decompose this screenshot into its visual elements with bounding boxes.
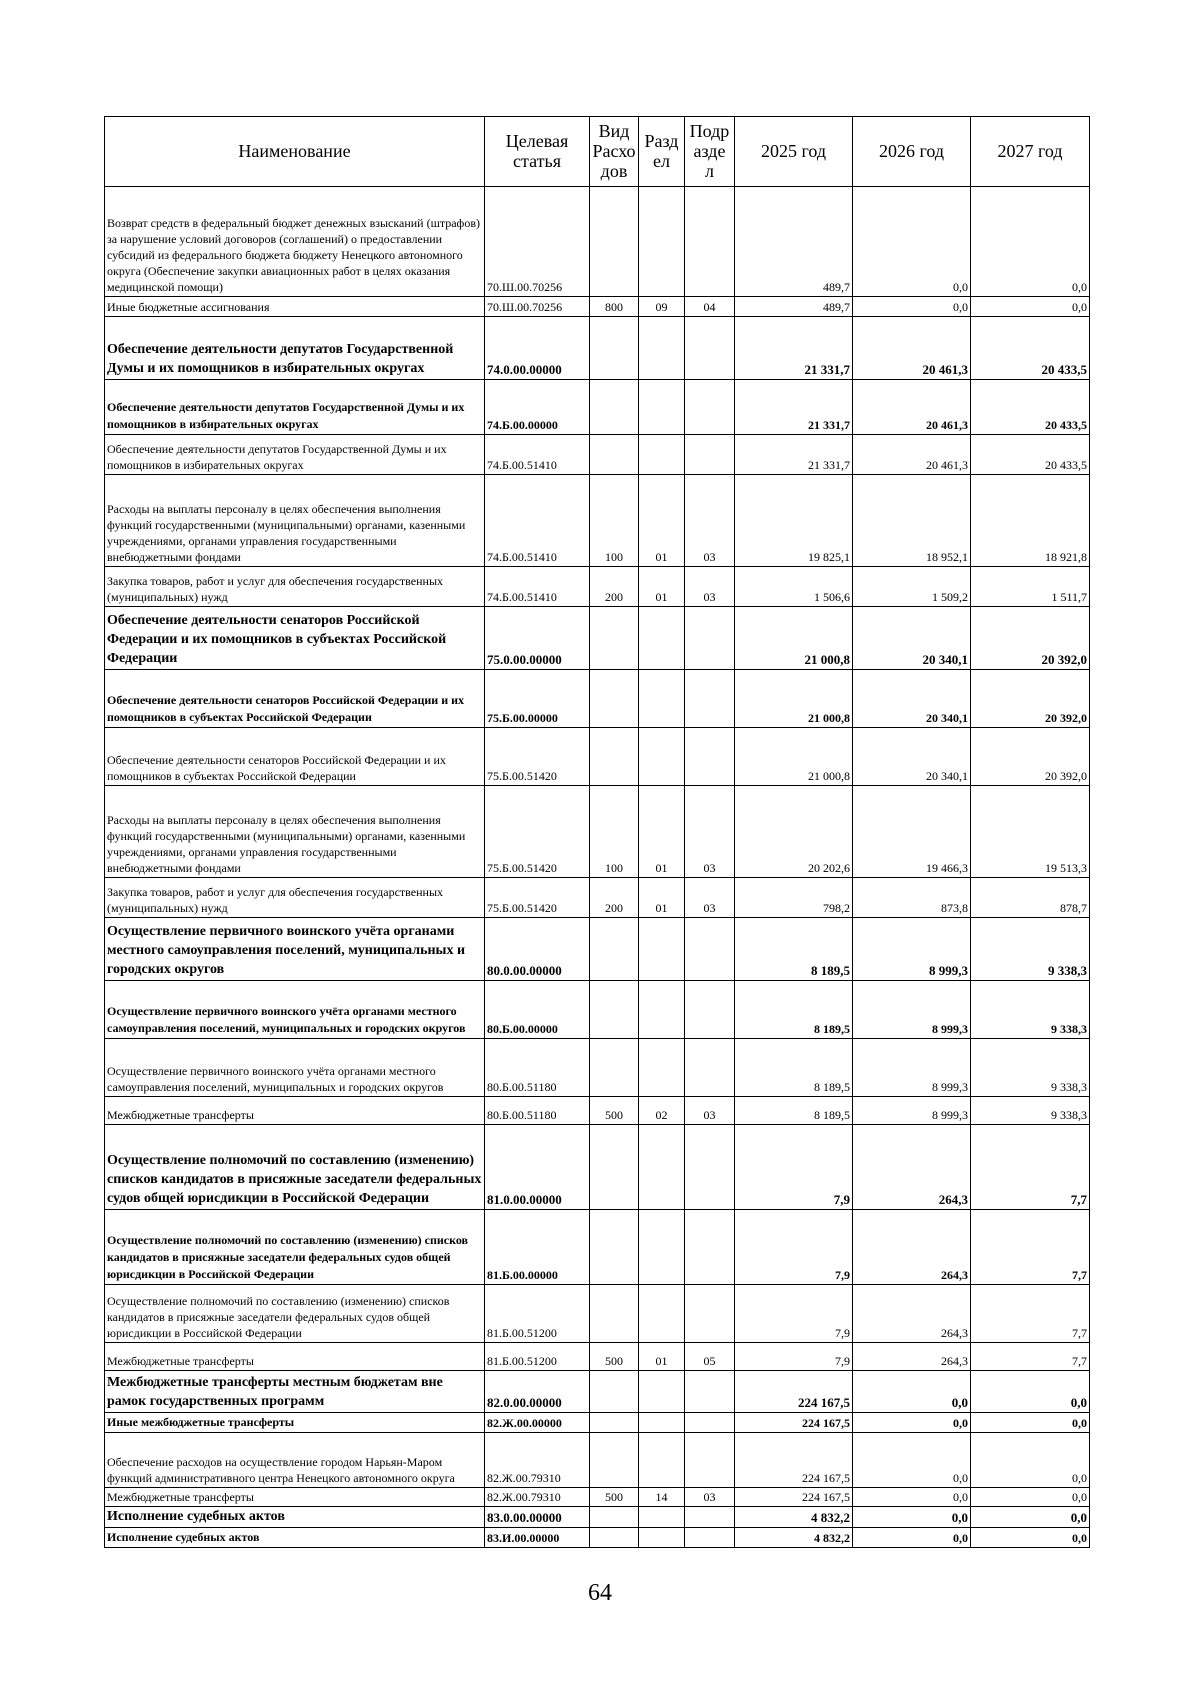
row-kind: 200 (590, 878, 639, 918)
row-kind (590, 981, 639, 1039)
row-kind (590, 1507, 639, 1528)
row-section (639, 1371, 685, 1413)
row-code: 75.Б.00.00000 (485, 670, 590, 728)
row-2025: 224 167,5 (735, 1413, 853, 1433)
row-section: 01 (639, 567, 685, 607)
table-row (105, 607, 1090, 670)
row-section: 01 (639, 1343, 685, 1371)
table-row (105, 1528, 1090, 1548)
row-subsection: 03 (685, 1488, 735, 1507)
table-row (105, 878, 1090, 918)
row-subsection (685, 918, 735, 981)
row-subsection: 05 (685, 1343, 735, 1371)
row-name: Обеспечение деятельности сенаторов Российской Федерации и их помощников в субъектах Российской Федерации (105, 670, 485, 728)
row-code: 70.Ш.00.70256 (485, 187, 590, 297)
row-2027: 19 513,3 (971, 786, 1090, 878)
row-kind (590, 1371, 639, 1413)
row-2027: 0,0 (971, 1371, 1090, 1413)
row-kind: 500 (590, 1488, 639, 1507)
row-subsection (685, 1413, 735, 1433)
row-subsection (685, 435, 735, 475)
row-subsection: 03 (685, 567, 735, 607)
row-section (639, 1210, 685, 1285)
row-2025: 21 000,8 (735, 728, 853, 786)
row-2027: 7,7 (971, 1285, 1090, 1343)
row-code: 80.Б.00.51180 (485, 1039, 590, 1097)
row-2026: 8 999,3 (853, 918, 971, 981)
row-kind (590, 1433, 639, 1488)
row-name: Осуществление первичного воинского учёта органами местного самоуправления поселений, муниципальных и городских округов (105, 981, 485, 1039)
row-2027: 20 433,5 (971, 380, 1090, 435)
row-subsection (685, 380, 735, 435)
row-code: 82.Ж.00.79310 (485, 1433, 590, 1488)
row-section (639, 607, 685, 670)
row-kind (590, 187, 639, 297)
row-2026: 8 999,3 (853, 981, 971, 1039)
table-header (105, 117, 1090, 187)
row-section (639, 981, 685, 1039)
row-kind (590, 1285, 639, 1343)
header-2027: 2027 год (971, 117, 1090, 187)
row-2025: 20 202,6 (735, 786, 853, 878)
row-kind (590, 1413, 639, 1433)
row-code: 75.Б.00.51420 (485, 728, 590, 786)
row-2026: 20 461,3 (853, 317, 971, 380)
row-2026: 1 509,2 (853, 567, 971, 607)
row-2026: 264,3 (853, 1343, 971, 1371)
budget-table (104, 116, 1090, 1548)
row-2027: 9 338,3 (971, 981, 1090, 1039)
row-section: 09 (639, 297, 685, 317)
row-code: 80.Б.00.00000 (485, 981, 590, 1039)
row-2025: 8 189,5 (735, 1039, 853, 1097)
row-name: Расходы на выплаты персоналу в целях обеспечения выполнения функций государственными (муниципальными) органами, казенными учреждениями, органами управления государственными внебюджетными фондами (105, 475, 485, 567)
row-2026: 20 340,1 (853, 728, 971, 786)
row-name: Межбюджетные трансферты (105, 1488, 485, 1507)
row-2026: 0,0 (853, 187, 971, 297)
row-code: 74.0.00.00000 (485, 317, 590, 380)
row-subsection (685, 607, 735, 670)
row-kind (590, 380, 639, 435)
row-section: 01 (639, 786, 685, 878)
row-section: 01 (639, 475, 685, 567)
table-row (105, 1507, 1090, 1528)
row-2027: 878,7 (971, 878, 1090, 918)
row-2025: 21 331,7 (735, 317, 853, 380)
row-2026: 20 340,1 (853, 670, 971, 728)
table-row (105, 918, 1090, 981)
row-kind (590, 1210, 639, 1285)
row-2027: 0,0 (971, 297, 1090, 317)
row-2026: 0,0 (853, 297, 971, 317)
row-2027: 0,0 (971, 1488, 1090, 1507)
row-2027: 20 392,0 (971, 670, 1090, 728)
row-kind (590, 1039, 639, 1097)
row-kind (590, 435, 639, 475)
row-2025: 224 167,5 (735, 1488, 853, 1507)
table-row (105, 1371, 1090, 1413)
table-row (105, 1433, 1090, 1488)
row-name: Исполнение судебных актов (105, 1507, 485, 1528)
row-section (639, 1125, 685, 1210)
row-name: Осуществление первичного воинского учёта органами местного самоуправления поселений, муниципальных и городских округов (105, 918, 485, 981)
row-subsection (685, 1528, 735, 1548)
row-code: 75.Б.00.51420 (485, 878, 590, 918)
row-2027: 20 433,5 (971, 317, 1090, 380)
header-expense-kind: Вид Расхо дов (590, 117, 639, 187)
row-section (639, 380, 685, 435)
row-2025: 7,9 (735, 1285, 853, 1343)
row-name: Обеспечение деятельности сенаторов Российской Федерации и их помощников в субъектах Российской Федерации (105, 728, 485, 786)
row-kind (590, 1125, 639, 1210)
row-section (639, 1039, 685, 1097)
row-2025: 8 189,5 (735, 918, 853, 981)
row-2026: 18 952,1 (853, 475, 971, 567)
row-section (639, 1413, 685, 1433)
table-row (105, 670, 1090, 728)
table-row (105, 380, 1090, 435)
row-2027: 0,0 (971, 1528, 1090, 1548)
table-row (105, 1210, 1090, 1285)
row-2027: 1 511,7 (971, 567, 1090, 607)
row-code: 82.Ж.00.00000 (485, 1413, 590, 1433)
row-2026: 0,0 (853, 1507, 971, 1528)
row-code: 81.Б.00.51200 (485, 1285, 590, 1343)
table-row (105, 475, 1090, 567)
row-section: 14 (639, 1488, 685, 1507)
table-row (105, 567, 1090, 607)
row-code: 83.И.00.00000 (485, 1528, 590, 1548)
row-name: Осуществление полномочий по составлению (изменению) списков кандидатов в присяжные заседатели федеральных судов общей юрисдикции в Российской Федерации (105, 1285, 485, 1343)
row-section (639, 728, 685, 786)
row-2025: 1 506,6 (735, 567, 853, 607)
row-subsection (685, 670, 735, 728)
table-row (105, 1097, 1090, 1125)
row-2025: 224 167,5 (735, 1371, 853, 1413)
row-section (639, 670, 685, 728)
row-2025: 21 000,8 (735, 670, 853, 728)
row-2026: 873,8 (853, 878, 971, 918)
row-name: Обеспечение деятельности депутатов Государственной Думы и их помощников в избирательных округах (105, 317, 485, 380)
row-kind (590, 670, 639, 728)
row-2027: 20 392,0 (971, 728, 1090, 786)
row-code: 82.0.00.00000 (485, 1371, 590, 1413)
row-code: 74.Б.00.51410 (485, 475, 590, 567)
row-2026: 0,0 (853, 1413, 971, 1433)
row-kind (590, 317, 639, 380)
row-2026: 0,0 (853, 1371, 971, 1413)
row-subsection (685, 728, 735, 786)
row-kind: 500 (590, 1343, 639, 1371)
row-2025: 7,9 (735, 1210, 853, 1285)
header-section: Разд ел (639, 117, 685, 187)
row-2027: 7,7 (971, 1343, 1090, 1371)
row-code: 74.Б.00.51410 (485, 435, 590, 475)
row-subsection (685, 317, 735, 380)
row-name: Осуществление полномочий по составлению (изменению) списков кандидатов в присяжные заседатели федеральных судов общей юрисдикции в Российской Федерации (105, 1125, 485, 1210)
row-code: 74.Б.00.51410 (485, 567, 590, 607)
table-row (105, 187, 1090, 297)
row-code: 80.0.00.00000 (485, 918, 590, 981)
row-kind: 100 (590, 475, 639, 567)
row-name: Обеспечение расходов на осуществление городом Нарьян-Маром функций административного центра Ненецкого автономного округа (105, 1433, 485, 1488)
page-number: 64 (588, 1580, 612, 1606)
row-section (639, 317, 685, 380)
row-kind (590, 728, 639, 786)
table-row (105, 1343, 1090, 1371)
row-section (639, 1433, 685, 1488)
row-code: 80.Б.00.51180 (485, 1097, 590, 1125)
row-2027: 20 433,5 (971, 435, 1090, 475)
row-section (639, 1507, 685, 1528)
table-row (105, 297, 1090, 317)
row-name: Иные бюджетные ассигнования (105, 297, 485, 317)
row-2025: 224 167,5 (735, 1433, 853, 1488)
row-2025: 7,9 (735, 1343, 853, 1371)
row-kind: 800 (590, 297, 639, 317)
row-code: 75.0.00.00000 (485, 607, 590, 670)
table-row (105, 435, 1090, 475)
row-kind: 100 (590, 786, 639, 878)
row-code: 81.0.00.00000 (485, 1125, 590, 1210)
row-section (639, 1528, 685, 1548)
row-2026: 0,0 (853, 1528, 971, 1548)
row-code: 74.Б.00.00000 (485, 380, 590, 435)
row-kind (590, 1528, 639, 1548)
row-name: Обеспечение деятельности сенаторов Российской Федерации и их помощников в субъектах Российской Федерации (105, 607, 485, 670)
row-code: 83.0.00.00000 (485, 1507, 590, 1528)
row-2027: 7,7 (971, 1210, 1090, 1285)
row-kind (590, 918, 639, 981)
row-subsection: 03 (685, 1097, 735, 1125)
row-subsection (685, 187, 735, 297)
row-subsection (685, 1507, 735, 1528)
row-2027: 0,0 (971, 1433, 1090, 1488)
row-section (639, 918, 685, 981)
row-2026: 8 999,3 (853, 1097, 971, 1125)
row-code: 81.Б.00.00000 (485, 1210, 590, 1285)
row-2025: 4 832,2 (735, 1528, 853, 1548)
table-row (105, 1413, 1090, 1433)
row-name: Возврат средств в федеральный бюджет денежных взысканий (штрафов) за нарушение условий договоров (соглашений) о предоставлении субсидий из федерального бюджета бюджету Ненецкого автономного округа (Обеспечение закупки авиационных работ в целях оказания медицинской помощи) (105, 187, 485, 297)
row-2025: 19 825,1 (735, 475, 853, 567)
row-name: Межбюджетные трансферты (105, 1097, 485, 1125)
row-subsection (685, 1210, 735, 1285)
row-2026: 19 466,3 (853, 786, 971, 878)
row-name: Межбюджетные трансферты местным бюджетам вне рамок государственных программ (105, 1371, 485, 1413)
row-2026: 20 461,3 (853, 380, 971, 435)
row-2025: 798,2 (735, 878, 853, 918)
table-row (105, 786, 1090, 878)
row-code: 81.Б.00.51200 (485, 1343, 590, 1371)
header-subsection: Подр азде л (685, 117, 735, 187)
row-section (639, 1285, 685, 1343)
table-row (105, 1285, 1090, 1343)
header-target-article: Целевая статья (485, 117, 590, 187)
row-section: 01 (639, 878, 685, 918)
header-2026: 2026 год (853, 117, 971, 187)
row-subsection (685, 1433, 735, 1488)
row-section (639, 435, 685, 475)
row-2027: 7,7 (971, 1125, 1090, 1210)
row-code: 70.Ш.00.70256 (485, 297, 590, 317)
row-2025: 21 331,7 (735, 435, 853, 475)
table-row (105, 981, 1090, 1039)
row-section: 02 (639, 1097, 685, 1125)
row-subsection (685, 1371, 735, 1413)
row-2026: 0,0 (853, 1433, 971, 1488)
row-2027: 9 338,3 (971, 1097, 1090, 1125)
row-2026: 264,3 (853, 1210, 971, 1285)
row-subsection (685, 981, 735, 1039)
row-2025: 489,7 (735, 187, 853, 297)
table-row (105, 1488, 1090, 1507)
row-2027: 0,0 (971, 1507, 1090, 1528)
row-subsection: 03 (685, 878, 735, 918)
row-name: Осуществление полномочий по составлению (изменению) списков кандидатов в присяжные заседатели федеральных судов общей юрисдикции в Российской Федерации (105, 1210, 485, 1285)
row-2027: 9 338,3 (971, 1039, 1090, 1097)
row-2025: 7,9 (735, 1125, 853, 1210)
row-2025: 8 189,5 (735, 981, 853, 1039)
row-2027: 9 338,3 (971, 918, 1090, 981)
header-name: Наименование (105, 117, 485, 187)
table-row (105, 728, 1090, 786)
row-name: Иные межбюджетные трансферты (105, 1413, 485, 1433)
row-2025: 8 189,5 (735, 1097, 853, 1125)
table-row (105, 317, 1090, 380)
row-2027: 0,0 (971, 187, 1090, 297)
row-name: Закупка товаров, работ и услуг для обеспечения государственных (муниципальных) нужд (105, 567, 485, 607)
row-2026: 264,3 (853, 1125, 971, 1210)
row-2025: 21 331,7 (735, 380, 853, 435)
row-2025: 4 832,2 (735, 1507, 853, 1528)
row-subsection (685, 1039, 735, 1097)
row-2026: 8 999,3 (853, 1039, 971, 1097)
row-2026: 0,0 (853, 1488, 971, 1507)
row-2026: 20 340,1 (853, 607, 971, 670)
row-name: Расходы на выплаты персоналу в целях обеспечения выполнения функций государственными (муниципальными) органами, казенными учреждениями, органами управления государственными внебюджетными фондами (105, 786, 485, 878)
header-2025: 2025 год (735, 117, 853, 187)
row-name: Исполнение судебных актов (105, 1528, 485, 1548)
row-2027: 18 921,8 (971, 475, 1090, 567)
row-subsection: 03 (685, 475, 735, 567)
row-subsection: 03 (685, 786, 735, 878)
row-2025: 489,7 (735, 297, 853, 317)
table-row (105, 1039, 1090, 1097)
row-kind: 500 (590, 1097, 639, 1125)
row-2027: 20 392,0 (971, 607, 1090, 670)
row-2025: 21 000,8 (735, 607, 853, 670)
row-code: 82.Ж.00.79310 (485, 1488, 590, 1507)
row-kind (590, 607, 639, 670)
row-2026: 20 461,3 (853, 435, 971, 475)
row-2027: 0,0 (971, 1413, 1090, 1433)
row-2026: 264,3 (853, 1285, 971, 1343)
row-section (639, 187, 685, 297)
table-row (105, 1125, 1090, 1210)
row-kind: 200 (590, 567, 639, 607)
row-subsection (685, 1125, 735, 1210)
row-name: Межбюджетные трансферты (105, 1343, 485, 1371)
row-subsection: 04 (685, 297, 735, 317)
row-name: Закупка товаров, работ и услуг для обеспечения государственных (муниципальных) нужд (105, 878, 485, 918)
row-name: Обеспечение деятельности депутатов Государственной Думы и их помощников в избирательных округах (105, 435, 485, 475)
row-name: Обеспечение деятельности депутатов Государственной Думы и их помощников в избирательных округах (105, 380, 485, 435)
row-code: 75.Б.00.51420 (485, 786, 590, 878)
row-subsection (685, 1285, 735, 1343)
row-name: Осуществление первичного воинского учёта органами местного самоуправления поселений, муниципальных и городских округов (105, 1039, 485, 1097)
